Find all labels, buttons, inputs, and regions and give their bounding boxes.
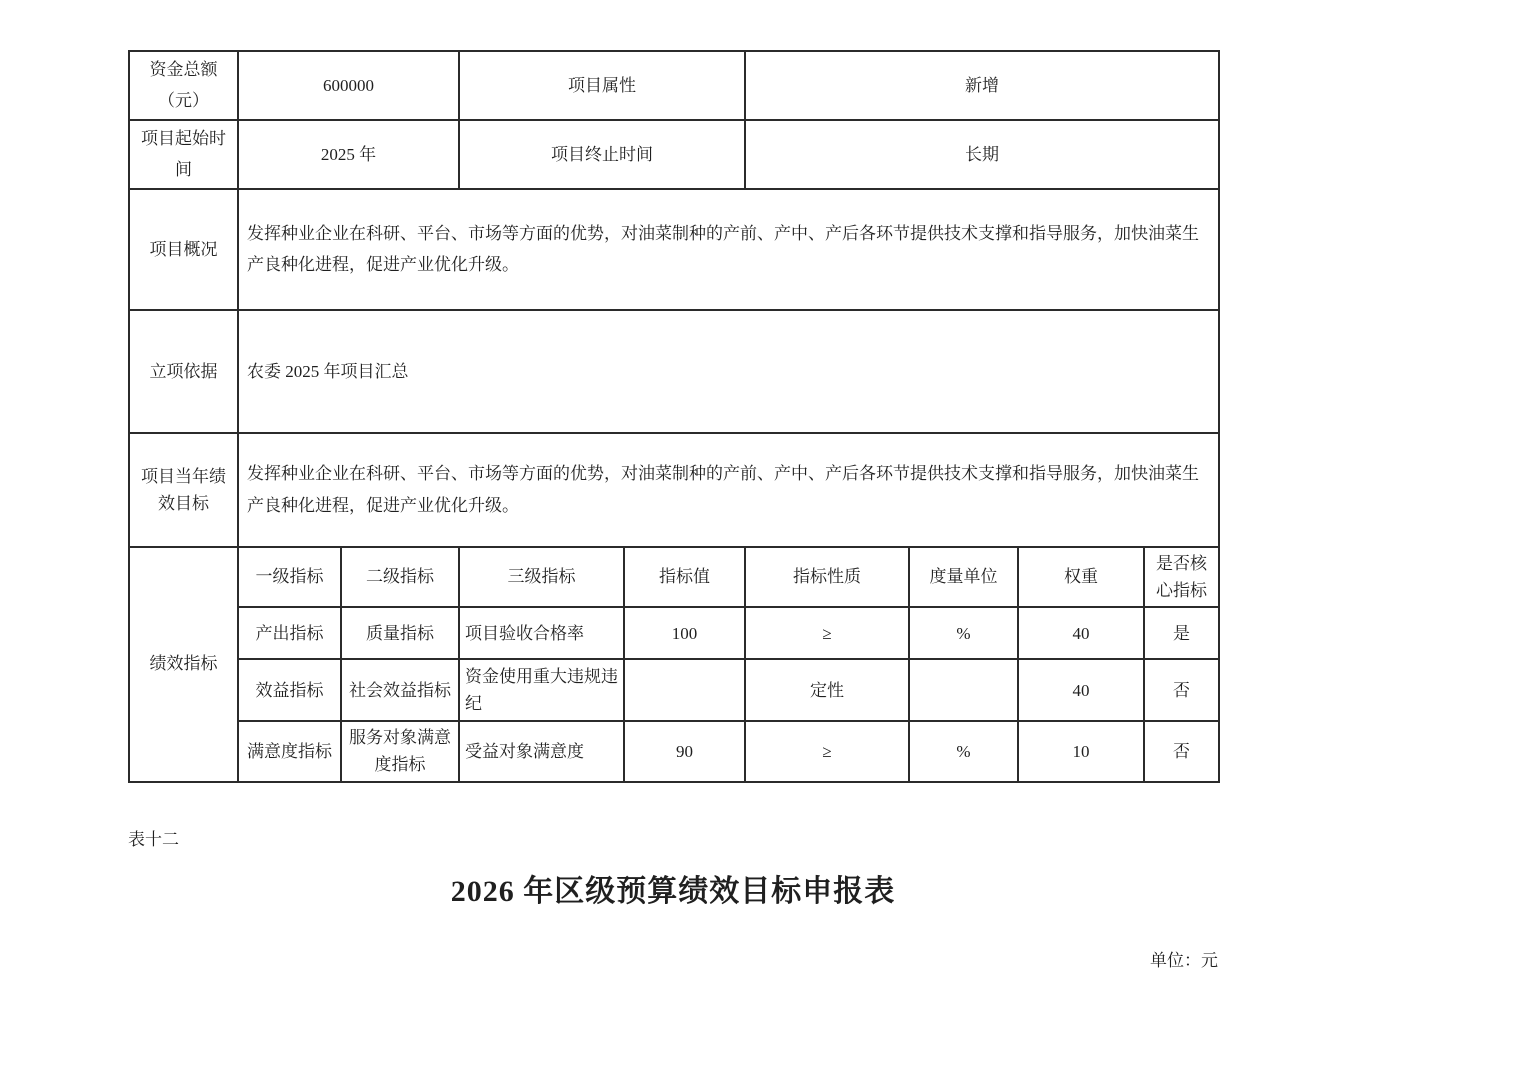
indicator-cell-value: 100 [624, 607, 745, 659]
indicator-cell-value: 90 [624, 721, 745, 781]
project-overview-text: 发挥种业企业在科研、平台、市场等方面的优势，对油菜制种的产前、产中、产后各环节提供技术支撑和指导服务，加快油菜生产良种化进程，促进产业优化升级。 [238, 189, 1219, 310]
funding-total-value: 600000 [238, 51, 459, 120]
page-title: 2026 年区级预算绩效目标申报表 [450, 874, 896, 908]
funding-total-label: 资金总额（元） [129, 51, 238, 120]
header-weight: 权重 [1018, 547, 1144, 607]
indicator-cell-level2: 服务对象满意度指标 [341, 721, 459, 781]
indicator-cell-nature: 定性 [745, 659, 909, 721]
header-core-indicator: 是否核心指标 [1144, 547, 1219, 607]
unit-label: 单位：元 [1150, 950, 1218, 970]
project-basis-label: 立项依据 [129, 310, 238, 433]
indicator-cell-level1: 产出指标 [238, 607, 341, 659]
annual-goal-label: 项目当年绩效目标 [129, 433, 238, 547]
project-end-label: 项目终止时间 [459, 120, 745, 189]
header-first-level-indicator: 一级指标 [238, 547, 341, 607]
indicator-cell-level2: 社会效益指标 [341, 659, 459, 721]
performance-indicators-label: 绩效指标 [129, 547, 238, 782]
header-indicator-value: 指标值 [624, 547, 745, 607]
document-content [128, 50, 1218, 971]
table-caption: 表十二 [128, 829, 179, 849]
indicator-cell-level1: 效益指标 [238, 659, 341, 721]
project-basis-text: 农委 2025 年项目汇总 [238, 310, 1219, 433]
project-start-label: 项目起始时间 [129, 120, 238, 189]
indicator-cell-level3: 项目验收合格率 [459, 607, 624, 659]
annual-goal-text: 发挥种业企业在科研、平台、市场等方面的优势，对油菜制种的产前、产中、产后各环节提供技术支撑和指导服务，加快油菜生产良种化进程，促进产业优化升级。 [238, 433, 1219, 547]
header-second-level-indicator: 二级指标 [341, 547, 459, 607]
project-start-value: 2025 年 [238, 120, 459, 189]
indicator-cell-level3: 资金使用重大违规违纪 [459, 659, 624, 721]
indicator-cell-level2: 质量指标 [341, 607, 459, 659]
indicator-cell-nature: ≥ [745, 721, 909, 781]
indicator-row [129, 607, 1219, 659]
project-attribute-value: 新增 [745, 51, 1219, 120]
header-indicator-nature: 指标性质 [745, 547, 909, 607]
indicator-cell-level1: 满意度指标 [238, 721, 341, 781]
indicator-cell-core: 否 [1144, 721, 1219, 781]
indicator-cell-weight: 10 [1018, 721, 1144, 781]
indicator-cell-value [624, 659, 745, 721]
indicator-cell-core: 是 [1144, 607, 1219, 659]
project-end-value: 长期 [745, 120, 1219, 189]
indicator-cell-weight: 40 [1018, 659, 1144, 721]
indicator-cell-unit: % [909, 607, 1018, 659]
indicator-cell-unit: % [909, 721, 1018, 781]
indicator-row [129, 721, 1219, 781]
indicator-cell-nature: ≥ [745, 607, 909, 659]
project-attribute-label: 项目属性 [459, 51, 745, 120]
indicator-row [129, 659, 1219, 721]
project-overview-label: 项目概况 [129, 189, 238, 310]
indicator-cell-unit [909, 659, 1018, 721]
indicator-cell-level3: 受益对象满意度 [459, 721, 624, 781]
indicator-cell-weight: 40 [1018, 607, 1144, 659]
header-measure-unit: 度量单位 [909, 547, 1018, 607]
indicator-cell-core: 否 [1144, 659, 1219, 721]
header-third-level-indicator: 三级指标 [459, 547, 624, 607]
project-info-table [128, 50, 1220, 783]
